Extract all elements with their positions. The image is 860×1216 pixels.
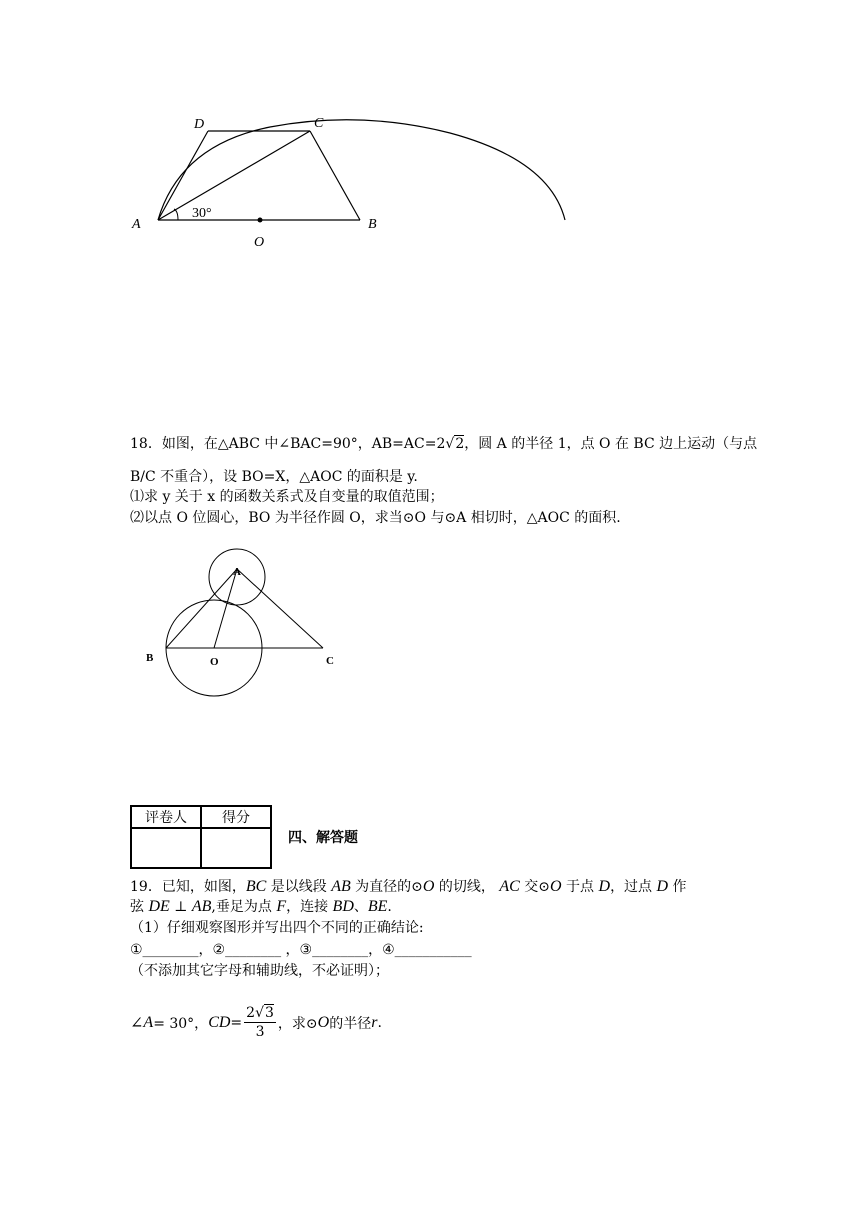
score-cell[interactable] <box>201 828 271 868</box>
label-C: C <box>326 655 334 667</box>
label-A: A <box>233 566 241 578</box>
segment-CB <box>310 131 360 220</box>
label-A: A <box>132 217 141 232</box>
point-O <box>258 218 263 223</box>
q19-blanks[interactable]: ①________，②________ ，③________，④___________ <box>130 942 472 958</box>
reviewer-cell[interactable] <box>131 828 201 868</box>
label-B: B <box>146 652 154 664</box>
q18-line1: 18．如图，在△ABC 中∠BAC=90°，AB=AC=2√2，圆 A 的半径 1，点 O 在 BC 边上运动（与点 <box>130 436 758 452</box>
q19-condition: ∠ A = 30°， CD = $\frac{2√3}{3}$ ，求⊙ O 的半径 r . <box>130 1005 382 1040</box>
q19-note: （不添加其它字母和辅助线，不必证明）； <box>130 963 389 979</box>
q18-part1: ⑴求 y 关于 x 的函数关系式及自变量的取值范围； <box>130 489 444 505</box>
score-table <box>130 805 272 869</box>
label-O: O <box>254 235 265 250</box>
figure-trapezoid <box>120 105 590 255</box>
q18-part2: ⑵以点 O 位圆心，BO 为半径作圆 O，求当⊙O 与⊙A 相切时，△AOC 的面积. <box>130 510 621 526</box>
label-O: O <box>210 656 219 668</box>
fraction-cd: $\frac{2√3}{3}$ <box>246 1005 274 1040</box>
score-header: 得分 <box>201 806 271 828</box>
reviewer-header: 评卷人 <box>131 806 201 828</box>
angle-label: 30° <box>192 206 212 221</box>
q19-part1: （1）仔细观察图形并写出四个不同的正确结论: <box>130 920 424 936</box>
figure-triangle-circles <box>140 545 350 710</box>
arc <box>158 120 565 220</box>
segment-BA <box>166 569 237 648</box>
section-title: 四、解答题 <box>288 830 358 846</box>
label-D: D <box>194 117 205 132</box>
q19-line1: 19．已知，如图，BC 是以线段 AB 为直径的⊙O 的切线， AC 交⊙O 于点 D，过点 D 作 <box>130 878 687 895</box>
segment-AC <box>237 569 323 648</box>
label-B: B <box>368 217 377 232</box>
label-C: C <box>314 116 324 131</box>
q18-line2: B/C 不重合），设 BO=X，△AOC 的面积是 y. <box>130 469 418 485</box>
segment-OA <box>214 569 237 648</box>
q19-line2: 弦 DE ⊥ AB,垂足为点 F，连接 BD、BE. <box>130 898 392 915</box>
